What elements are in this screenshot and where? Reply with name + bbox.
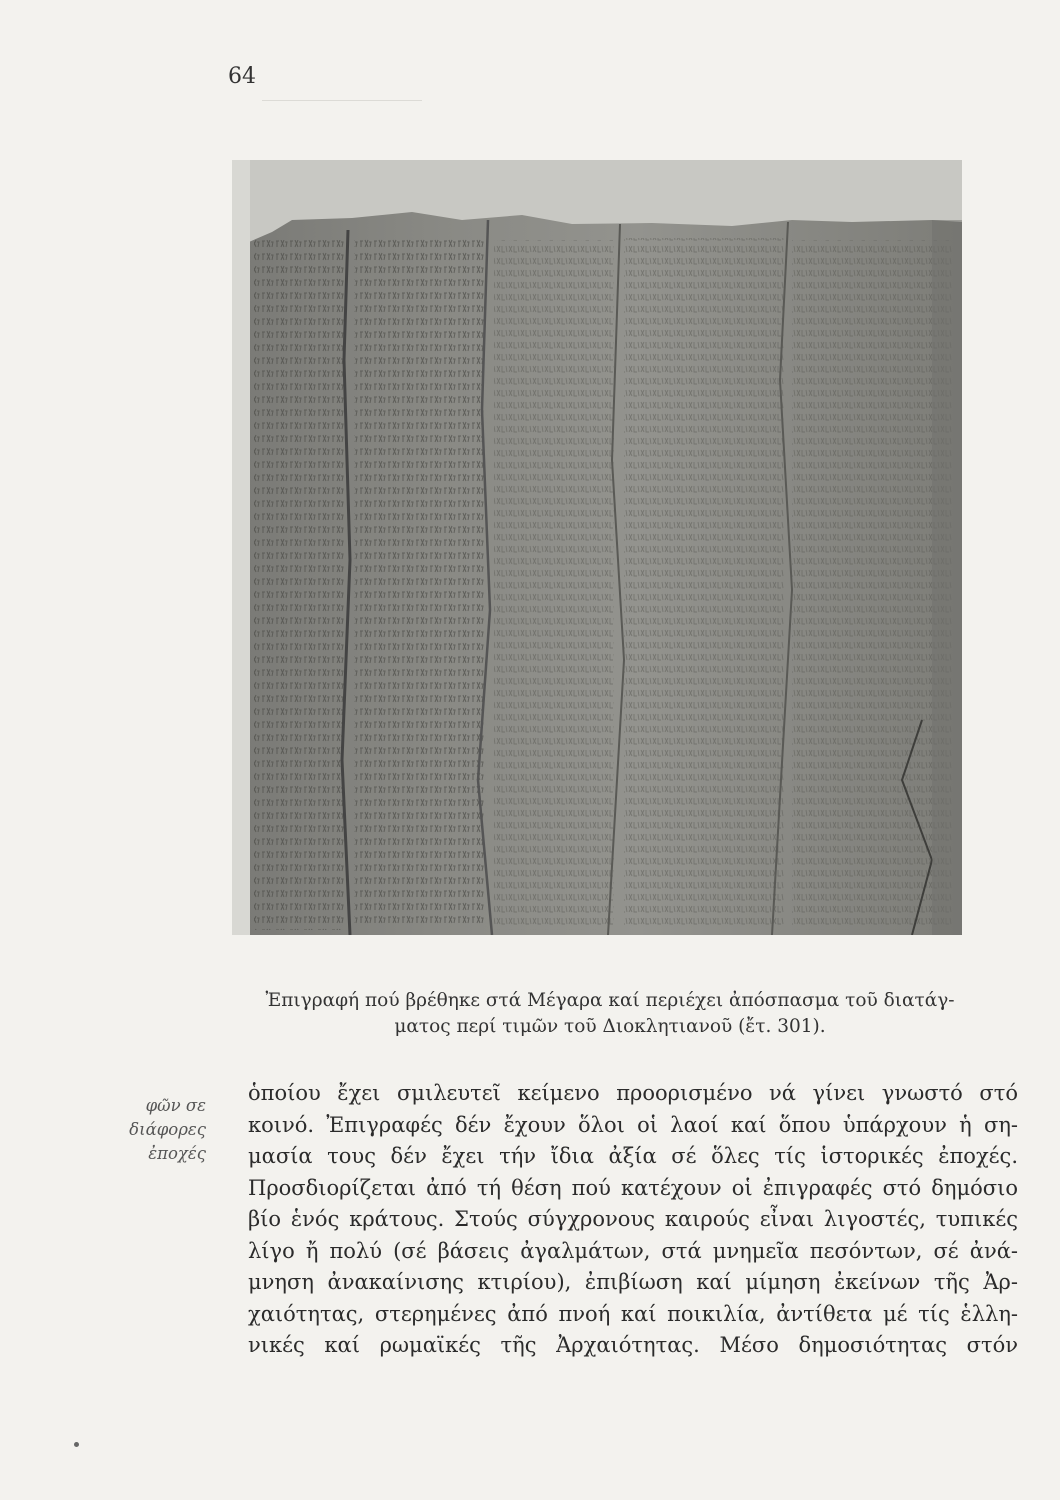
margin-note [100,1094,206,1166]
body-line: μνηση ἀνακαίνισης κτιρίου), ἐπιβίωση καί μίμηση ἐκείνων τῆς Ἀρ- [248,1270,1018,1294]
body-line: μασία τους δέν ἔχει τήν ἴδια ἀξία σέ ὅλες τίς ἱστορικές ἐποχές. [248,1144,1018,1168]
bleed-through-smudge [60,118,200,208]
margin-note-line: ἐποχές [148,1144,206,1163]
body-line: κοινό. Ἐπιγραφές δέν ἔχουν ὅλοι οἱ λαοί καί ὅπου ὑπάρχουν ἡ ση- [248,1112,1018,1137]
body-line: ὁποίου ἔχει σμιλευτεῖ κείμενο προορισμένο νά γίνει γνωστό στό [248,1081,1018,1105]
body-paragraph [248,1078,1018,1362]
figure-caption [240,988,980,1040]
margin-note-line: φῶν σε [145,1096,206,1115]
caption-line: ματος περί τιμῶν τοῦ Διοκλητιανοῦ (ἔτ. 301). [394,1016,826,1037]
body-line: Προσδιορίζεται ἀπό τή θέση πού κατέχουν οἱ ἐπιγραφές στό δημόσιο [248,1175,1018,1200]
ink-speck [74,1442,79,1447]
bleed-through-rule [262,100,422,101]
inscription-photograph [232,160,962,935]
page-number: 64 [228,64,256,89]
body-line: βίο ἑνός κράτους. Στούς σύγχρονους καιρούς εἶναι λιγοστές, τυπικές [248,1207,1018,1231]
body-line: νικές καί ρωμαϊκές τῆς Ἀρχαιότητας. Μέσο δημοσιότητας στόν [248,1333,1018,1357]
body-line: λίγο ἤ πολύ (σέ βάσεις ἀγαλμάτων, στά μνημεῖα πεσόντων, σέ ἀνά- [248,1238,1018,1263]
margin-note-line: διάφορες [129,1120,206,1139]
body-line: χαιότητας, στερημένες ἀπό πνοή καί ποικιλία, ἀντίθετα μέ τίς ἑλλη- [248,1301,1018,1326]
caption-line: Ἐπιγραφή πού βρέθηκε στά Μέγαρα καί περιέχει ἀπόσπασμα τοῦ διατάγ- [265,990,955,1011]
